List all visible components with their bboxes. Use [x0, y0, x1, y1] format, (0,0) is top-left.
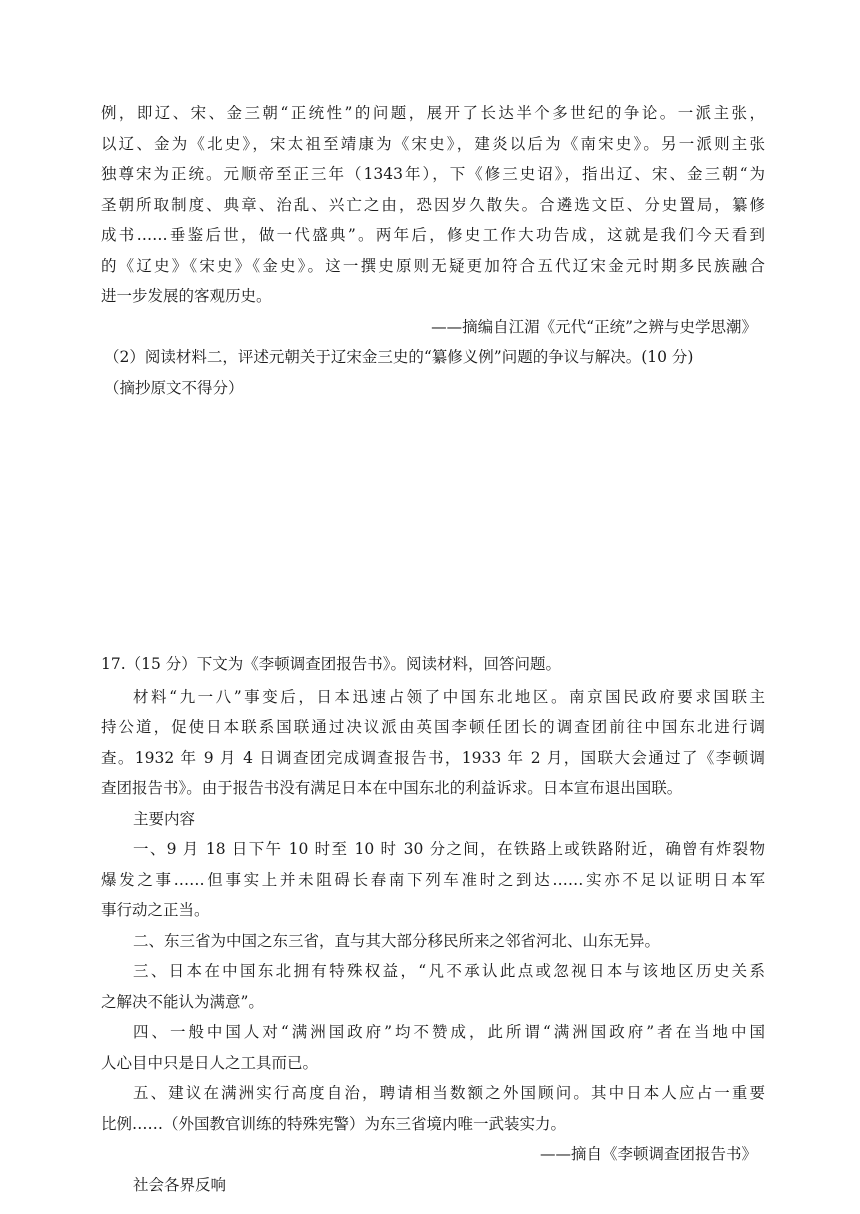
material2-line: 成书……垂鉴后世，做一代盛典”。两年后，修史工作大功告成，这就是我们今天看到 [101, 226, 765, 244]
material2-line: 的《辽史》《宋史》《金史》。这一撰史原则无疑更加符合五代辽宋金元时期多民族融合 [101, 257, 765, 275]
material2-line: 以辽、金为《北史》，宋太祖至靖康为《宋史》，建炎以后为《南宋史》。另一派则主张 [101, 135, 765, 153]
question2-note: （摘抄原文不得分） [104, 379, 244, 397]
report-item-line: 爆发之事……但事实上并未阻碍长春南下列车准时之到达……实亦不足以证明日本军 [101, 871, 765, 889]
report-item-line: 之解决不能认为满意”。 [101, 993, 264, 1011]
question17-intro-line: 查。1932 年 9 月 4 日调查团完成调查报告书，1933 年 2 月，国联大会通过了《李顿调 [101, 749, 765, 767]
material2-line: 独尊宋为正统。元顺帝至正三年（1343年），下《修三史诏》，指出辽、宋、金三朝“为 [101, 165, 765, 183]
material2-line: 例，即辽、宋、金三朝“正统性”的问题，展开了长达半个多世纪的争论。一派主张， [101, 104, 765, 122]
report-item-line: 二、东三省为中国之东三省，直与其大部分移民所来之邻省河北、山东无异。 [133, 932, 661, 950]
question17-intro-line: 持公道，促使日本联系国联通过决议派由英国李顿任团长的调查团前往中国东北进行调 [101, 718, 765, 736]
question17-intro-line: 查团报告书》。由于报告书没有满足日本在中国东北的利益诉求。日本宣布退出国联。 [101, 779, 683, 797]
question2-prompt: （2）阅读材料二，评述元朝关于辽宋金三史的“纂修义例”问题的争议与解决。(10 分) [104, 348, 694, 366]
report-item-line: 五、建议在满洲实行高度自治，聘请相当数额之外国顾问。其中日本人应占一重要 [133, 1084, 765, 1102]
question17-header: 17.（15 分）下文为《李顿调查团报告书》。阅读材料，回答问题。 [101, 655, 562, 673]
report-item-line: 事行动之正当。 [101, 901, 210, 919]
report-item-line: 三、日本在中国东北拥有特殊权益，“凡不承认此点或忽视日本与该地区历史关系 [133, 962, 765, 980]
material2-source: ——摘编自江湄《元代“正统”之辨与史学思潮》 [431, 318, 757, 336]
main-content-label: 主要内容 [133, 810, 196, 828]
report-item-line: 四、一般中国人对“满洲国政府”均不赞成，此所谓“满洲国政府”者在当地中国 [133, 1023, 765, 1041]
report-item-line: 人心目中只是日人之工具而已。 [101, 1054, 319, 1072]
report-source: ——摘自《李顿调查团报告书》 [539, 1145, 757, 1163]
question17-intro-line: 材料“九一八”事变后，日本迅速占领了中国东北地区。南京国民政府要求国联主 [133, 688, 765, 706]
reaction-label: 社会各界反响 [133, 1176, 227, 1194]
material2-line: 进一步发展的客观历史。 [101, 287, 272, 305]
report-item-line: 一、9 月 18 日下午 10 时至 10 时 30 分之间，在铁路上或铁路附近，确曾有炸裂物 [133, 840, 765, 858]
report-item-line: 比例……（外国教官训练的特殊宪警）为东三省境内唯一武装实力。 [101, 1115, 567, 1133]
material2-line: 圣朝所取制度、典章、治乱、兴亡之由，恐因岁久散失。合遴选文臣、分史置局，纂修 [101, 196, 765, 214]
